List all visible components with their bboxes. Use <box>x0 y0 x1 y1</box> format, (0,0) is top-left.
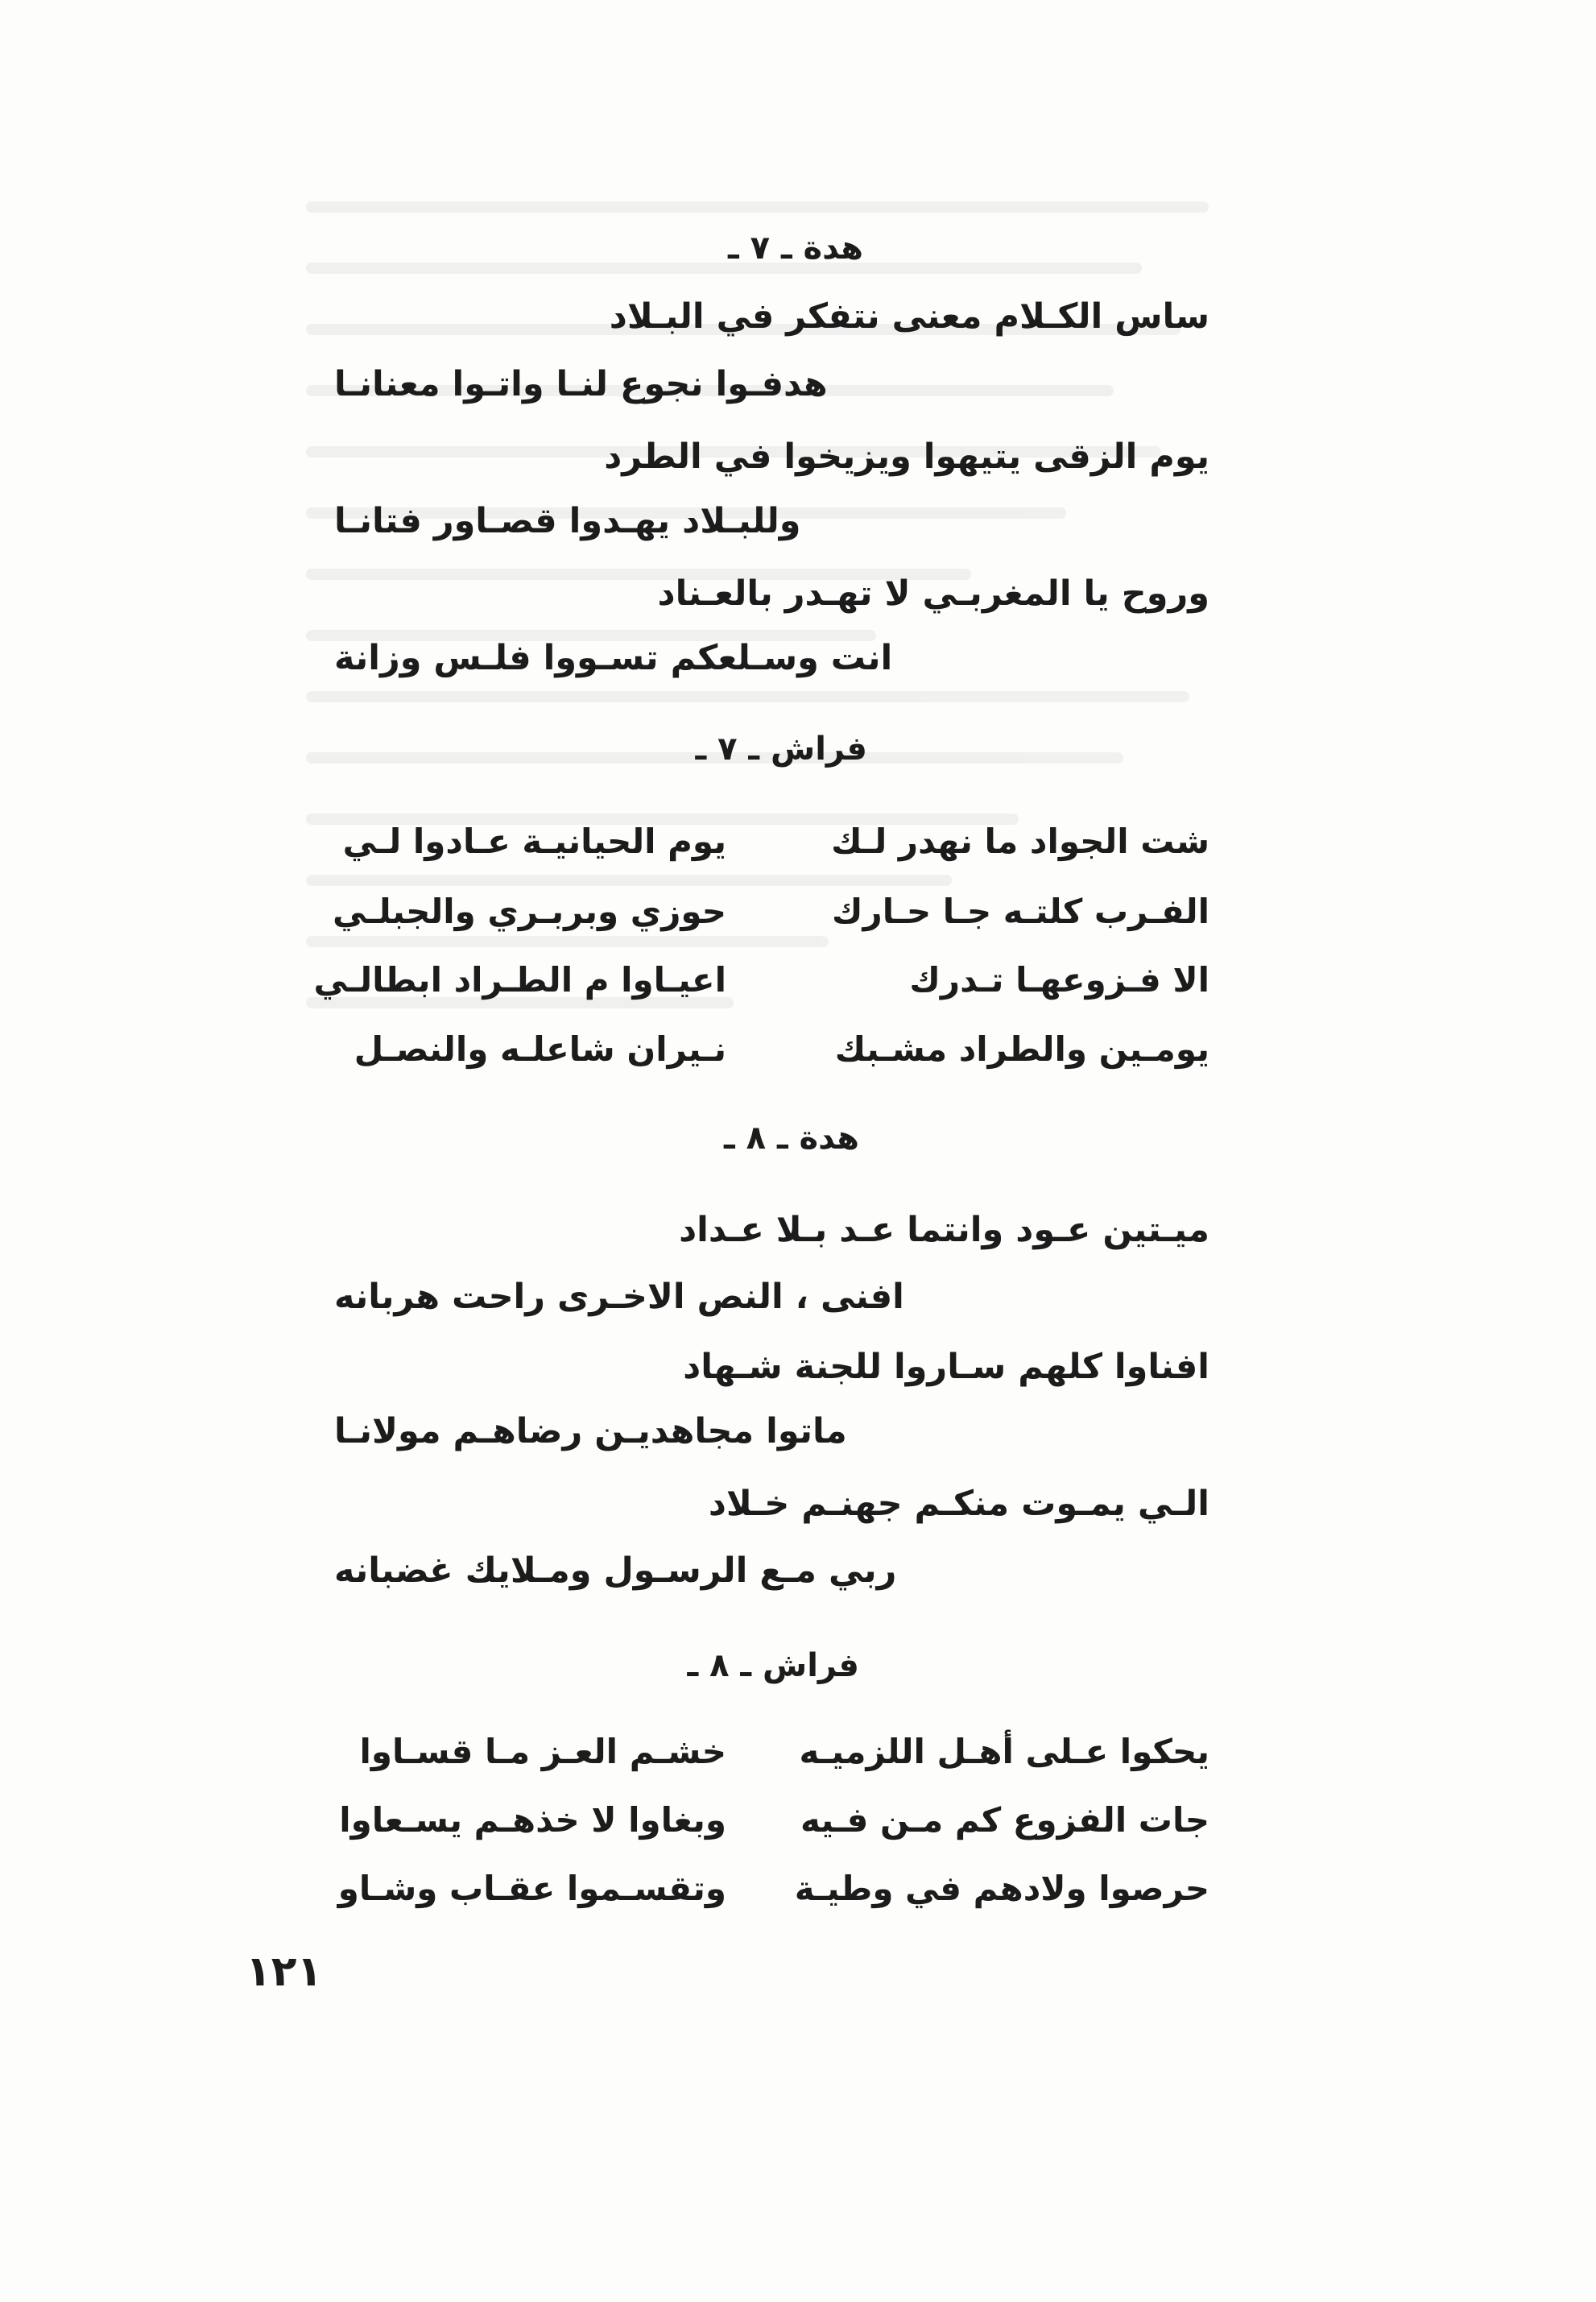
couplet-second-half: يوم الحيانيـة عـادوا لـي <box>342 822 726 861</box>
page-number: ١٢١ <box>246 1948 323 1996</box>
couplet-first-half: جات الفزوع كم مـن فـيه <box>800 1800 1209 1840</box>
bleed-through-texture <box>306 201 1256 1168</box>
verse-line: هدفـوا نجوع لنـا واتـوا معنانـا <box>334 364 828 404</box>
verse-line: افناوا كلهم سـاروا للجنة شـهاد <box>683 1347 1209 1387</box>
couplet-first-half: شت الجواد ما نهدر لـك <box>831 822 1209 861</box>
couplet-first-half: الفـرب كلتـه جـا حـارك <box>832 892 1209 931</box>
verse-line: يوم الزقى يتيهوا ويزيخوا في الطرد <box>604 437 1209 477</box>
verse-line: ميـتين عـود وانتما عـد بـلا عـداد <box>679 1210 1209 1250</box>
couplet-first-half: يحكوا عـلى أهـل اللزميـه <box>799 1732 1209 1771</box>
couplet-second-half: حوزي وبربـري والجبلـي <box>333 892 726 931</box>
section-heading-firash-8: فراش ـ ٨ ـ <box>687 1647 859 1684</box>
verse-line: وللبـلاد يهـدوا قصـاور فتانـا <box>334 501 801 541</box>
section-heading-hadda-7: هدة ـ ٧ ـ <box>727 230 863 267</box>
verse-line: ماتوا مجاهديـن رضاهـم مولانـا <box>334 1411 847 1451</box>
couplet-second-half: اعيـاوا م الطـراد ابطالـي <box>313 960 726 1000</box>
verse-line: انت وسـلعكم تسـووا فلـس وزانة <box>334 638 893 678</box>
couplet-first-half: حرصوا ولادهم في وطيـة <box>794 1869 1209 1908</box>
couplet-first-half: الا فـزوعهـا تـدرك <box>909 960 1209 1000</box>
section-heading-firash-7: فراش ـ ٧ ـ <box>695 731 867 768</box>
section-heading-hadda-8: هدة ـ ٨ ـ <box>723 1120 859 1157</box>
couplet-second-half: خشـم العـز مـا قسـاوا <box>359 1732 726 1771</box>
couplet-second-half: وبغاوا لا خذهـم يسـعاوا <box>339 1800 726 1840</box>
couplet-second-half: نـيران شاعلـه والنصـل <box>354 1029 726 1069</box>
verse-line: افنى ، النص الاخـرى راحت هربانه <box>334 1277 904 1317</box>
verse-line: الـي يمـوت منكـم جهنـم خـلاد <box>708 1484 1209 1524</box>
couplet-second-half: وتقسـموا عقـاب وشـاو <box>337 1869 726 1908</box>
verse-line: ربي مـع الرسـول ومـلايك غضبانه <box>334 1551 897 1591</box>
couplet-first-half: يومـين والطراد مشـبك <box>834 1029 1209 1069</box>
verse-line: ساس الكـلام معنى نتفكر في البـلاد <box>609 296 1209 337</box>
verse-line: وروح يا المغربـي لا تهـدر بالعـناد <box>657 573 1209 614</box>
